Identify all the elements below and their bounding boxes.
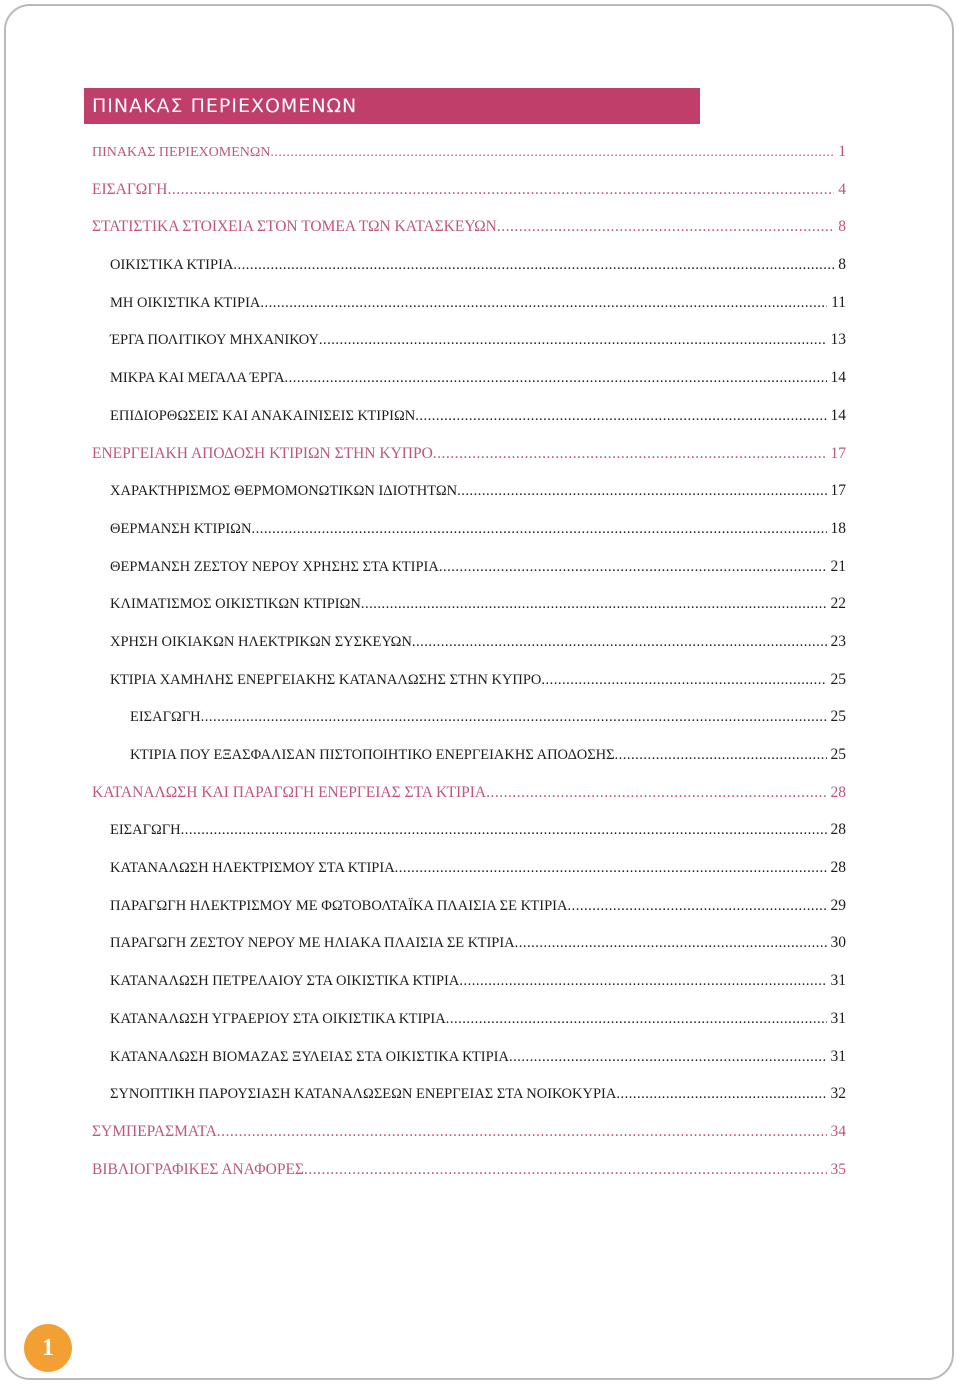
toc-entry-title: ΠΙΝΑΚΑΣ ΠΕΡΙΕΧΟΜΕΝΩΝ <box>92 145 271 160</box>
toc-entry-title: ΒΙΒΛΙΟΓΡΑΦΙΚΕΣ ΑΝΑΦΟΡΕΣ <box>92 1160 304 1178</box>
toc-entry-page: 31 <box>830 1009 846 1027</box>
toc-entry-page: 30 <box>830 934 846 952</box>
toc-entry-page: 31 <box>830 1047 846 1065</box>
toc-entry[interactable] <box>92 887 846 925</box>
toc-entry-page: 25 <box>830 708 846 726</box>
toc-dot-leader <box>181 812 827 850</box>
toc-dot-leader <box>251 511 826 549</box>
toc-dot-leader <box>217 1113 827 1151</box>
toc-entry[interactable] <box>92 1038 846 1076</box>
toc-entry[interactable] <box>92 1113 846 1151</box>
toc-dot-leader <box>304 1151 827 1189</box>
toc-dot-leader <box>285 360 827 398</box>
toc-dot-leader <box>201 699 827 737</box>
toc-entry[interactable] <box>92 698 846 736</box>
toc-entry[interactable] <box>92 811 846 849</box>
toc-dot-leader <box>439 549 827 587</box>
toc-dot-leader <box>615 737 827 775</box>
toc-dot-leader <box>509 1039 827 1077</box>
toc-entry[interactable] <box>92 284 846 322</box>
toc-entry-page: 21 <box>830 557 846 575</box>
toc-entry-page: 35 <box>830 1160 846 1178</box>
toc-dot-leader <box>567 888 826 926</box>
toc-entry-page: 23 <box>830 632 846 650</box>
toc-entry-title: ΚΑΤΑΝΑΛΩΣΗ ΗΛΕΚΤΡΙΣΜΟΥ ΣΤΑ ΚΤΙΡΙΑ <box>110 860 395 877</box>
toc-entry-title: ΠΑΡΑΓΩΓΗ ΖΕΣΤΟΥ ΝΕΡΟΥ ΜΕ ΗΛΙΑΚΑ ΠΛΑΙΣΙΑ ΣΕ ΚΤΙΡΙΑ <box>110 935 515 952</box>
toc-dot-leader <box>395 850 827 888</box>
toc-entry-title: ΜΗ ΟΙΚΙΣΤΙΚΑ ΚΤΙΡΙΑ <box>110 294 261 311</box>
toc-dot-leader <box>616 1076 826 1114</box>
toc-entry-page: 17 <box>830 482 846 500</box>
toc-entry-page: 28 <box>830 821 846 839</box>
toc-entry-title: ΕΙΣΑΓΩΓΗ <box>110 822 181 839</box>
toc-entry-title: ΧΑΡΑΚΤΗΡΙΣΜΟΣ ΘΕΡΜΟΜΟΝΩΤΙΚΩΝ ΙΔΙΟΤΗΤΩΝ <box>110 483 458 500</box>
toc-entry[interactable] <box>92 924 846 962</box>
toc-dot-leader <box>515 925 827 963</box>
toc-entry-page: 25 <box>830 746 846 763</box>
toc-entry-title: ΣΤΑΤΙΣΤΙΚΑ ΣΤΟΙΧΕΙΑ ΣΤΟΝ ΤΟΜΕΑ ΤΩΝ ΚΑΤΑΣΚΕΥΩΝ <box>92 218 497 236</box>
toc-entry-title: ΜΙΚΡΑ ΚΑΙ ΜΕΓΑΛΑ ΈΡΓΑ <box>110 370 285 387</box>
toc-entry-title: ΚΑΤΑΝΑΛΩΣΗ ΥΓΡΑΕΡΙΟΥ ΣΤΑ ΟΙΚΙΣΤΙΚΑ ΚΤΙΡΙΑ <box>110 1010 446 1027</box>
toc-entry[interactable] <box>92 171 846 209</box>
toc-entry-title: ΟΙΚΙΣΤΙΚΑ ΚΤΙΡΙΑ <box>110 257 234 274</box>
toc-entry[interactable] <box>92 246 846 284</box>
toc-dot-leader <box>415 398 826 436</box>
toc-entry-page: 14 <box>830 369 846 387</box>
toc-entry-title: ΚΛΙΜΑΤΙΣΜΟΣ ΟΙΚΙΣΤΙΚΩΝ ΚΤΙΡΙΩΝ <box>110 596 361 613</box>
toc-dot-leader <box>319 322 827 360</box>
toc-entry-page: 8 <box>838 218 846 236</box>
toc-entry-title: ΣΥΝΟΠΤΙΚΗ ΠΑΡΟΥΣΙΑΣΗ ΚΑΤΑΝΑΛΩΣΕΩΝ ΕΝΕΡΓΕΙΑΣ ΣΤΑ ΝΟΙΚΟΚΥΡΙΑ <box>110 1086 617 1103</box>
toc-entry-page: 1 <box>838 143 846 160</box>
toc-entry[interactable] <box>92 208 846 246</box>
toc-entry-page: 18 <box>830 519 846 537</box>
toc-dot-leader <box>260 285 827 323</box>
toc-entry[interactable] <box>92 321 846 359</box>
toc-entry[interactable] <box>92 359 846 397</box>
toc-entry[interactable] <box>92 510 846 548</box>
toc-entry-title: ΚΤΙΡΙΑ ΠΟΥ ΕΞΑΣΦΑΛΙΣΑΝ ΠΙΣΤΟΠΟΙΗΤΙΚΟ ΕΝΕΡΓΕΙΑΚΗΣ ΑΠΟΔΟΣΗΣ <box>130 747 615 763</box>
toc-dot-leader <box>459 963 826 1001</box>
toc-entry-page: 22 <box>830 595 846 613</box>
toc-heading: ΠΙΝΑΚΑΣ ΠΕΡΙΕΧΟΜΕΝΩΝ <box>84 88 700 124</box>
toc-dot-leader <box>233 247 834 285</box>
toc-dot-leader <box>167 171 834 209</box>
toc-entry-page: 14 <box>830 406 846 424</box>
toc-entry[interactable] <box>92 962 846 1000</box>
toc-entry-title: ΣΥΜΠΕΡΑΣΜΑΤΑ <box>92 1122 217 1140</box>
toc-entry-page: 11 <box>831 293 846 311</box>
toc-entry-title: ΘΕΡΜΑΝΣΗ ΖΕΣΤΟΥ ΝΕΡΟΥ ΧΡΗΣΗΣ ΣΤΑ ΚΤΙΡΙΑ <box>110 558 439 575</box>
toc-entry-title: ΚΑΤΑΝΑΛΩΣΗ ΒΙΟΜΑΖΑΣ ΞΥΛΕΙΑΣ ΣΤΑ ΟΙΚΙΣΤΙΚΑ ΚΤΙΡΙΑ <box>110 1048 509 1065</box>
toc-entry[interactable] <box>92 623 846 661</box>
toc-entry-title: ΠΑΡΑΓΩΓΗ ΗΛΕΚΤΡΙΣΜΟΥ ΜΕ ΦΩΤΟΒΟΛΤΑΪΚΑ ΠΛΑΙΣΙΑ ΣΕ ΚΤΙΡΙΑ <box>110 897 568 914</box>
toc-entry-title: ΕΙΣΑΓΩΓΗ <box>92 180 168 198</box>
toc-entry-title: ΚΑΤΑΝΑΛΩΣΗ ΚΑΙ ΠΑΡΑΓΩΓΗ ΕΝΕΡΓΕΙΑΣ ΣΤΑ ΚΤΙΡΙΑ <box>92 783 487 801</box>
toc-entry-title: ΧΡΗΣΗ ΟΙΚΙΑΚΩΝ ΗΛΕΚΤΡΙΚΩΝ ΣΥΣΚΕΥΩΝ <box>110 633 412 650</box>
toc-entry[interactable] <box>92 133 846 171</box>
toc-dot-leader <box>412 624 827 662</box>
toc-entry-page: 13 <box>830 331 846 349</box>
toc-entry[interactable] <box>92 435 846 473</box>
toc-entry[interactable] <box>92 849 846 887</box>
toc-entry-page: 17 <box>830 444 846 462</box>
toc-dot-leader <box>486 774 826 812</box>
toc-dot-leader <box>270 134 834 172</box>
toc-entry[interactable] <box>92 774 846 812</box>
toc-entry[interactable] <box>92 472 846 510</box>
toc-entry-page: 28 <box>830 783 846 801</box>
toc-entry-title: ΕΝΕΡΓΕΙΑΚΗ ΑΠΟΔΟΣΗ ΚΤΙΡΙΩΝ ΣΤΗΝ ΚΥΠΡΟ <box>92 444 433 462</box>
toc-entry[interactable] <box>92 736 846 774</box>
toc-entry-title: ΚΑΤΑΝΑΛΩΣΗ ΠΕΤΡΕΛΑΙΟΥ ΣΤΑ ΟΙΚΙΣΤΙΚΑ ΚΤΙΡΙΑ <box>110 973 460 990</box>
toc-entry-page: 25 <box>830 670 846 688</box>
table-of-contents <box>92 133 846 1188</box>
toc-entry[interactable] <box>92 397 846 435</box>
toc-entry-title: ΚΤΙΡΙΑ ΧΑΜΗΛΗΣ ΕΝΕΡΓΕΙΑΚΗΣ ΚΑΤΑΝΑΛΩΣΗΣ ΣΤΗΝ ΚΥΠΡΟ <box>110 671 542 688</box>
toc-entry-title: ΈΡΓΑ ΠΟΛΙΤΙΚΟΥ ΜΗΧΑΝΙΚΟΥ <box>110 332 319 349</box>
toc-dot-leader <box>457 473 826 511</box>
toc-entry-title: ΕΙΣΑΓΩΓΗ <box>130 709 201 726</box>
toc-entry[interactable] <box>92 1151 846 1189</box>
toc-entry[interactable] <box>92 1000 846 1038</box>
toc-entry-page: 8 <box>838 256 846 274</box>
toc-entry-page: 4 <box>838 180 846 198</box>
toc-entry-page: 28 <box>830 859 846 877</box>
toc-entry-page: 29 <box>830 896 846 914</box>
toc-dot-leader <box>446 1001 827 1039</box>
toc-dot-leader <box>497 208 834 246</box>
toc-dot-leader <box>361 586 827 624</box>
page-number-badge: 1 <box>24 1324 72 1372</box>
toc-entry[interactable] <box>92 661 846 699</box>
toc-entry-page: 34 <box>830 1122 846 1140</box>
toc-entry[interactable] <box>92 585 846 623</box>
toc-entry-title: ΘΕΡΜΑΝΣΗ ΚΤΙΡΙΩΝ <box>110 520 252 537</box>
toc-entry[interactable] <box>92 548 846 586</box>
toc-entry-page: 32 <box>830 1085 846 1103</box>
toc-entry-title: ΕΠΙΔΙΟΡΘΩΣΕΙΣ ΚΑΙ ΑΝΑΚΑΙΝΙΣΕΙΣ ΚΤΙΡΙΩΝ <box>110 407 416 424</box>
toc-dot-leader <box>541 662 826 700</box>
document-page <box>4 4 954 1380</box>
toc-entry[interactable] <box>92 1075 846 1113</box>
toc-dot-leader <box>433 435 827 473</box>
toc-entry-page: 31 <box>830 972 846 990</box>
